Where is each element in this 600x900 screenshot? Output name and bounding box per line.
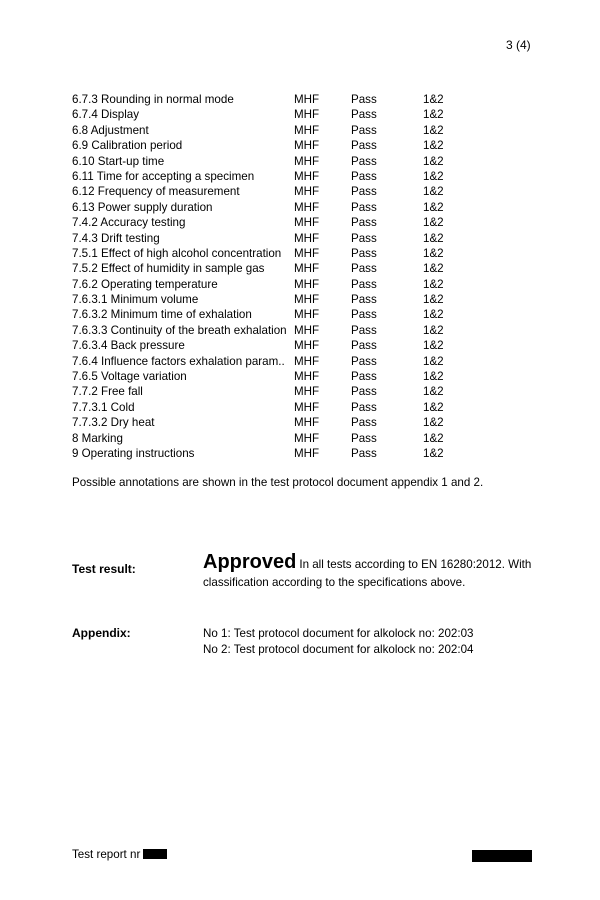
table-row: [72, 154, 463, 169]
clause-cell: 7.6.4 Influence factors exhalation param..: [72, 354, 285, 368]
annotation-note: Possible annotations are shown in the test protocol document appendix 1 and 2.: [72, 476, 484, 489]
tester-cell: MHF: [294, 354, 320, 368]
tester-cell: MHF: [294, 185, 320, 199]
approved-verdict: Approved: [203, 551, 297, 573]
appendix-cell: 1&2: [423, 169, 444, 183]
appendix-cell: 1&2: [423, 231, 444, 245]
clause-cell: 6.10 Start-up time: [72, 154, 165, 168]
clause-cell: 6.7.3 Rounding in normal mode: [72, 93, 234, 106]
clause-cell: 6.13 Power supply duration: [72, 200, 213, 214]
result-cell: Pass: [351, 370, 377, 384]
tester-cell: MHF: [294, 231, 320, 245]
appendix-cell: 1&2: [423, 139, 444, 153]
appendix-cell: 1&2: [423, 323, 444, 337]
result-cell: Pass: [351, 169, 377, 183]
tester-cell: MHF: [294, 246, 320, 260]
footer-report-number: [72, 848, 167, 861]
table-row: [72, 431, 463, 446]
clause-cell: 7.6.3.1 Minimum volume: [72, 293, 199, 307]
result-cell: Pass: [351, 446, 377, 460]
tester-cell: MHF: [294, 431, 320, 445]
appendix-cell: 1&2: [423, 293, 444, 307]
test-result-label: Test result:: [72, 562, 136, 576]
appendix-label: Appendix:: [72, 626, 131, 640]
clause-cell: 6.7.4 Display: [72, 108, 140, 122]
appendix-cell: 1&2: [423, 431, 444, 445]
clause-cell: 7.6.3.4 Back pressure: [72, 339, 185, 353]
test-result-description: In all tests according to EN 16280:2012. With classification according to the specifications above.: [203, 558, 532, 589]
tester-cell: MHF: [294, 108, 320, 122]
clause-cell: 7.4.2 Accuracy testing: [72, 216, 186, 230]
appendix-item: No 2: Test protocol document for alkolock no: 202:04: [203, 642, 474, 656]
table-row: [72, 215, 463, 230]
tester-cell: MHF: [294, 216, 320, 230]
appendix-cell: 1&2: [423, 354, 444, 368]
tester-cell: MHF: [294, 308, 320, 322]
table-row: [72, 354, 463, 369]
clause-cell: 7.7.3.1 Cold: [72, 400, 135, 414]
table-row: [72, 231, 463, 246]
clause-cell: 7.7.3.2 Dry heat: [72, 416, 155, 430]
table-row: [72, 307, 463, 322]
tester-cell: MHF: [294, 400, 320, 414]
clause-cell: 7.5.2 Effect of humidity in sample gas: [72, 262, 265, 276]
appendix-cell: 1&2: [423, 446, 444, 460]
appendix-cell: 1&2: [423, 385, 444, 399]
result-cell: Pass: [351, 400, 377, 414]
appendix-cell: 1&2: [423, 246, 444, 260]
clause-cell: 7.7.2 Free fall: [72, 385, 143, 399]
table-row: [72, 292, 463, 307]
tester-cell: MHF: [294, 139, 320, 153]
clause-cell: 6.9 Calibration period: [72, 139, 183, 153]
appendix-cell: 1&2: [423, 370, 444, 384]
appendix-cell: 1&2: [423, 216, 444, 230]
appendix-cell: 1&2: [423, 185, 444, 199]
clause-cell: 6.8 Adjustment: [72, 123, 149, 137]
appendix-cell: 1&2: [423, 339, 444, 353]
tester-cell: MHF: [294, 154, 320, 168]
appendix-list: [203, 626, 473, 657]
table-row: [72, 369, 463, 384]
tester-cell: MHF: [294, 277, 320, 291]
result-cell: Pass: [351, 308, 377, 322]
tester-cell: MHF: [294, 200, 320, 214]
redaction-box-right: [472, 850, 532, 862]
result-cell: Pass: [351, 139, 377, 153]
appendix-cell: 1&2: [423, 262, 444, 276]
table-row: [72, 246, 463, 261]
table-row: [72, 446, 463, 461]
tester-cell: MHF: [294, 123, 320, 137]
tester-cell: MHF: [294, 446, 320, 460]
result-cell: Pass: [351, 231, 377, 245]
table-row: [72, 107, 463, 122]
appendix-cell: 1&2: [423, 200, 444, 214]
result-cell: Pass: [351, 216, 377, 230]
tester-cell: MHF: [294, 262, 320, 276]
result-cell: Pass: [351, 123, 377, 137]
tester-cell: MHF: [294, 293, 320, 307]
tester-cell: MHF: [294, 323, 320, 337]
clause-cell: 7.6.3.3 Continuity of the breath exhalation: [72, 323, 287, 337]
table-row: [72, 92, 463, 107]
result-cell: Pass: [351, 200, 377, 214]
clause-cell: 7.6.5 Voltage variation: [72, 370, 187, 384]
clause-cell: 7.5.1 Effect of high alcohol concentration: [72, 246, 282, 260]
result-cell: Pass: [351, 354, 377, 368]
result-cell: Pass: [351, 416, 377, 430]
result-cell: Pass: [351, 154, 377, 168]
clause-cell: 7.4.3 Drift testing: [72, 231, 160, 245]
tester-cell: MHF: [294, 370, 320, 384]
table-row: [72, 123, 463, 138]
result-cell: Pass: [351, 339, 377, 353]
appendix-cell: 1&2: [423, 108, 444, 122]
table-row: [72, 400, 463, 415]
clause-cell: 6.11 Time for accepting a specimen: [72, 169, 255, 183]
table-row: [72, 384, 463, 399]
page-number: 3 (4): [506, 38, 531, 52]
result-cell: Pass: [351, 262, 377, 276]
table-row: [72, 169, 463, 184]
result-cell: Pass: [351, 185, 377, 199]
clause-cell: 7.6.3.2 Minimum time of exhalation: [72, 308, 252, 322]
clause-cell: 9 Operating instructions: [72, 446, 195, 460]
result-cell: Pass: [351, 246, 377, 260]
tester-cell: MHF: [294, 385, 320, 399]
appendix-cell: 1&2: [423, 123, 444, 137]
appendix-cell: 1&2: [423, 416, 444, 430]
report-label: Test report nr: [72, 848, 141, 861]
table-row: [72, 415, 463, 430]
result-cell: Pass: [351, 277, 377, 291]
test-table: [72, 92, 463, 461]
clause-cell: 8 Marking: [72, 431, 123, 445]
appendix-cell: 1&2: [423, 308, 444, 322]
tester-cell: MHF: [294, 416, 320, 430]
tester-cell: MHF: [294, 339, 320, 353]
appendix-cell: 1&2: [423, 93, 444, 106]
appendix-cell: 1&2: [423, 400, 444, 414]
table-row: [72, 261, 463, 276]
appendix-cell: 1&2: [423, 277, 444, 291]
result-cell: Pass: [351, 323, 377, 337]
tester-cell: MHF: [294, 169, 320, 183]
result-cell: Pass: [351, 108, 377, 122]
table-row: [72, 323, 463, 338]
clause-cell: 6.12 Frequency of measurement: [72, 185, 240, 199]
table-row: [72, 184, 463, 199]
test-result-text: [203, 553, 533, 592]
tester-cell: MHF: [294, 93, 320, 106]
appendix-item: No 1: Test protocol document for alkolock no: 202:03: [203, 627, 474, 640]
table-row: [72, 277, 463, 292]
table-row: [72, 338, 463, 353]
result-cell: Pass: [351, 385, 377, 399]
result-cell: Pass: [351, 431, 377, 445]
redaction-box: [143, 849, 167, 859]
table-row: [72, 200, 463, 215]
table-row: [72, 138, 463, 153]
appendix-cell: 1&2: [423, 154, 444, 168]
result-cell: Pass: [351, 93, 377, 106]
clause-cell: 7.6.2 Operating temperature: [72, 277, 218, 291]
result-cell: Pass: [351, 293, 377, 307]
